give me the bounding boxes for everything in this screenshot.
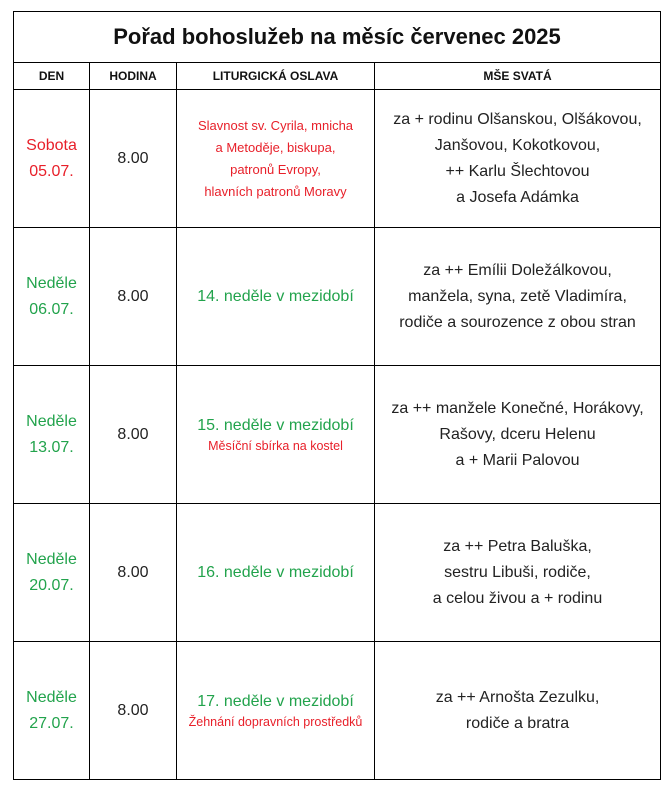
- hour-cell: 8.00: [90, 642, 177, 780]
- day-name: Neděle: [26, 688, 77, 706]
- mass-intention-line: rodiče a sourozence z obou stran: [399, 313, 636, 331]
- day-date: 05.07.: [29, 162, 74, 180]
- celebration-cell: [177, 228, 375, 366]
- mass-intention-line: a Josefa Adámka: [456, 188, 579, 206]
- mass-intention-line: Janšovou, Kokotkovou,: [434, 136, 601, 154]
- day-cell: [14, 366, 90, 504]
- celebration-cell: [177, 366, 375, 504]
- celebration-line: 15. neděle v mezidobí: [197, 416, 354, 434]
- mass-intention-line: Rašovy, dceru Helenu: [439, 425, 596, 443]
- mass-cell: [375, 366, 661, 504]
- celebration-line: a Metoděje, biskupa,: [215, 139, 336, 155]
- day-cell: [14, 228, 90, 366]
- mass-intention-line: sestru Libuši, rodiče,: [444, 563, 591, 581]
- day-cell: [14, 90, 90, 228]
- celebration-line: 14. neděle v mezidobí: [197, 287, 354, 305]
- table-row: [14, 504, 661, 642]
- table-row: [14, 642, 661, 780]
- table-row: [14, 228, 661, 366]
- day-cell: [14, 642, 90, 780]
- celebration-line: hlavních patronů Moravy: [204, 183, 347, 199]
- celebration-note: Měsíční sbírka na kostel: [208, 438, 343, 453]
- mass-intention-line: za ++ Emílii Doležálkovou,: [423, 261, 612, 279]
- table-row: [14, 90, 661, 228]
- hour-cell: 8.00: [90, 366, 177, 504]
- hour-cell: 8.00: [90, 90, 177, 228]
- day-date: 20.07.: [29, 576, 74, 594]
- celebration-cell: [177, 642, 375, 780]
- day-name: Neděle: [26, 274, 77, 292]
- header-celebration: LITURGICKÁ OSLAVA: [177, 63, 375, 90]
- hour-cell: 8.00: [90, 228, 177, 366]
- header-mass: MŠE SVATÁ: [375, 63, 661, 90]
- celebration-line: Slavnost sv. Cyrila, mnicha: [197, 117, 354, 133]
- mass-intention-line: ++ Karlu Šlechtovou: [445, 162, 590, 180]
- header-day: DEN: [14, 63, 90, 90]
- day-date: 13.07.: [29, 438, 74, 456]
- header-row: [14, 63, 661, 90]
- header-hour: HODINA: [90, 63, 177, 90]
- mass-intention-line: za ++ Petra Baluška,: [443, 537, 592, 555]
- page-title: Pořad bohoslužeb na měsíc červenec 2025: [14, 12, 661, 63]
- mass-intention-line: a + Marii Palovou: [455, 451, 580, 469]
- mass-cell: [375, 228, 661, 366]
- celebration-line: patronů Evropy,: [230, 161, 321, 177]
- day-cell: [14, 504, 90, 642]
- table-row: [14, 366, 661, 504]
- day-name: Sobota: [26, 136, 77, 154]
- mass-intention-line: a celou živou a + rodinu: [432, 589, 603, 607]
- day-name: Neděle: [26, 412, 77, 430]
- mass-intention-line: manžela, syna, zetě Vladimíra,: [408, 287, 627, 305]
- celebration-cell: [177, 504, 375, 642]
- mass-cell: [375, 504, 661, 642]
- mass-intention-line: za ++ Arnošta Zezulku,: [435, 688, 600, 706]
- celebration-line: 17. neděle v mezidobí: [197, 692, 354, 710]
- day-date: 06.07.: [29, 300, 74, 318]
- celebration-note: Žehnání dopravních prostředků: [188, 714, 363, 729]
- day-date: 27.07.: [29, 714, 74, 732]
- celebration-line: 16. neděle v mezidobí: [197, 563, 354, 581]
- mass-intention-line: rodiče a bratra: [465, 714, 570, 732]
- mass-cell: [375, 90, 661, 228]
- day-name: Neděle: [26, 550, 77, 568]
- celebration-cell: [177, 90, 375, 228]
- mass-intention-line: za ++ manžele Konečné, Horákovy,: [391, 399, 644, 417]
- hour-cell: 8.00: [90, 504, 177, 642]
- mass-cell: [375, 642, 661, 780]
- schedule-table: [13, 11, 661, 780]
- mass-intention-line: za + rodinu Olšanskou, Olšákovou,: [393, 110, 642, 128]
